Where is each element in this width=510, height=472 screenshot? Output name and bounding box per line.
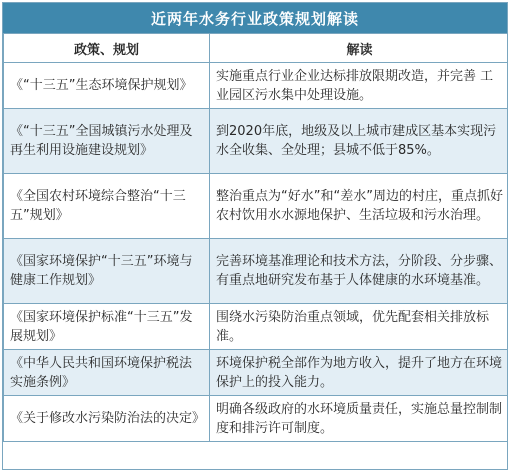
table-row (4, 239, 509, 304)
header-row (4, 34, 509, 63)
policy-cell: 《全国农村环境综合整治“十三五”规划》 (4, 174, 210, 239)
policy-table-panel (2, 2, 508, 470)
table-row (4, 63, 509, 109)
table-title: 近两年水务行业政策规划解读 (3, 3, 507, 33)
policy-table (3, 33, 508, 442)
policy-cell: 《国家环境保护标准“十三五”发展规划》 (4, 304, 210, 350)
policy-cell: 《“十三五”生态环境保护规划》 (4, 63, 210, 109)
interpretation-cell: 完善环境基准理论和技术方法，分阶段、分步骤、有重点地研究发布基于人体健康的水环境基准。 (210, 239, 509, 304)
interpretation-cell: 到2020年底，地级及以上城市建成区基本实现污水全收集、全处理；县城不低于85%。 (210, 109, 509, 174)
interpretation-cell: 明确各级政府的水环境质量责任，实施总量控制制度和排污许可制度。 (210, 396, 509, 442)
table-row (4, 350, 509, 396)
policy-cell: 《国家环境保护“十三五”环境与健康工作规划》 (4, 239, 210, 304)
table-row (4, 174, 509, 239)
table-row (4, 396, 509, 442)
header-policy: 政策、规划 (4, 34, 210, 63)
interpretation-cell: 整治重点为“好水”和“差水”周边的村庄，重点抓好农村饮用水水源地保护、生活垃圾和污水治理。 (210, 174, 509, 239)
table-row (4, 109, 509, 174)
policy-cell: 《关于修改水污染防治法的决定》 (4, 396, 210, 442)
interpretation-cell: 实施重点行业企业达标排放限期改造，并完善 工业园区污水集中处理设施。 (210, 63, 509, 109)
header-interpretation: 解读 (210, 34, 509, 63)
table-row (4, 304, 509, 350)
interpretation-cell: 环境保护税全部作为地方收入，提升了地方在环境保护上的投入能力。 (210, 350, 509, 396)
interpretation-cell: 围绕水污染防治重点领域，优先配套相关排放标准。 (210, 304, 509, 350)
policy-cell: 《中华人民共和国环境保护税法实施条例》 (4, 350, 210, 396)
policy-cell: 《“十三五”全国城镇污水处理及再生利用设施建设规划》 (4, 109, 210, 174)
